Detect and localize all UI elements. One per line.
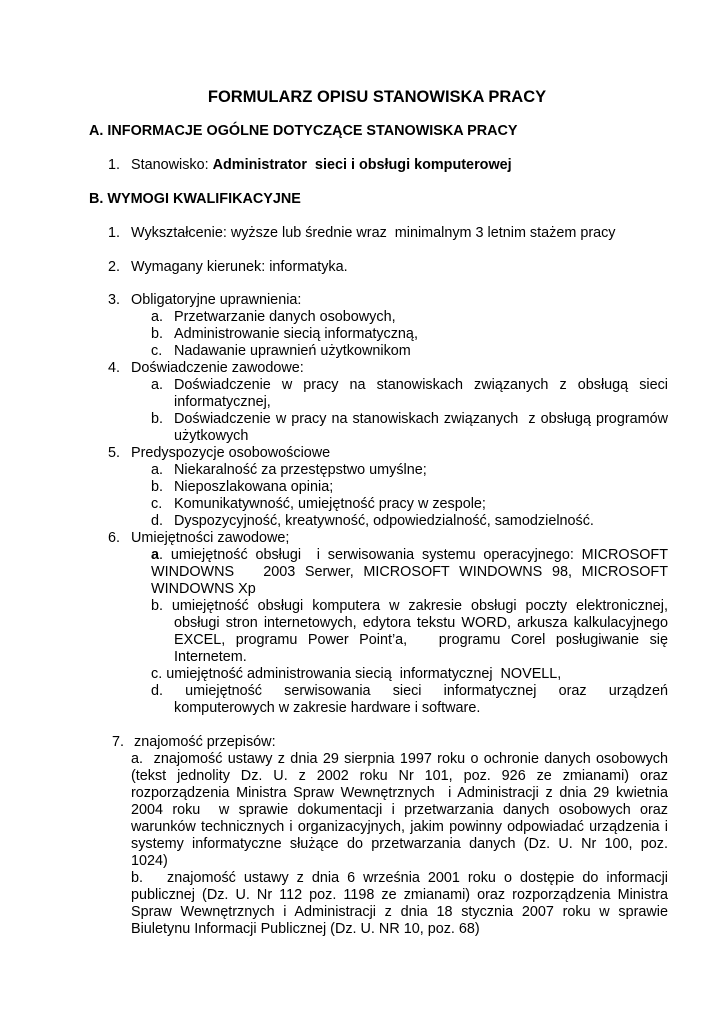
b-item-4-sub-text: Doświadczenie w pracy na stanowiskach związanych z obsługą programów	[174, 411, 668, 427]
b-item-7-line: warunków technicznych i organizacyjnych, jakim powinny odpowiadać urządzenia i	[131, 819, 668, 835]
b-item-7-number: 7.	[112, 734, 125, 750]
b-item-5-sub-letter: c.	[151, 496, 163, 512]
b-item-6-sub-text: b. umiejętność obsługi komputera w zakresie obsługi poczty elektronicznej,	[151, 598, 668, 614]
b-item-7-line: rozporządzenia Ministra Spraw Wewnętrznych i Administracji z dnia 29 kwietnia	[131, 785, 668, 801]
b-item-6-sub-text: komputerowych w zakresie hardware i software.	[174, 700, 481, 716]
b-item-5-number: 5.	[108, 445, 121, 461]
b-item-4-sub-text: użytkowych	[174, 428, 249, 444]
b-item-5-text: Predyspozycje osobowościowe	[131, 445, 331, 461]
b-item-7-line: 1024)	[131, 853, 168, 869]
b-item-6-sub-text: c. umiejętność administrowania siecią informatycznej NOVELL,	[151, 666, 562, 682]
b-item-6-number: 6.	[108, 530, 121, 546]
b-item-5-sub-text: Komunikatywność, umiejętność pracy w zespole;	[174, 496, 486, 512]
b-item-5-sub-letter: a.	[151, 462, 164, 478]
a-item-1-label: Stanowisko:	[131, 157, 213, 173]
b-item-4-sub-letter: a.	[151, 377, 164, 393]
b-item-4-sub-letter: b.	[151, 411, 164, 427]
b-item-1-number: 1.	[108, 225, 121, 241]
b-item-3-sub-text: Przetwarzanie danych osobowych,	[174, 309, 396, 325]
b-item-6-text: Umiejętności zawodowe;	[131, 530, 290, 546]
b-item-6-sub-text: Internetem.	[174, 649, 247, 665]
b-item-7-line: publicznej (Dz. U. Nr 112 poz. 1198 ze zmianami) oraz rozporządzenia Ministra	[131, 887, 668, 903]
b-item-3-sub-letter: a.	[151, 309, 164, 325]
b-item-6-sub-text: d. umiejętność serwisowania sieci informatycznej oraz urządzeń	[151, 683, 668, 699]
a-item-1-number: 1.	[108, 157, 121, 173]
b-item-6-sub-text: WINDOWNS Xp	[151, 581, 256, 597]
b-item-1-text: Wykształcenie: wyższe lub średnie wraz minimalnym 3 letnim stażem pracy	[131, 225, 616, 241]
b-item-3-sub-text: Nadawanie uprawnień użytkownikom	[174, 343, 411, 359]
b-item-4-sub-text: informatycznej,	[174, 394, 271, 410]
a-item-1-value: Administrator sieci i obsługi komputerowej	[212, 157, 512, 173]
b-item-4-number: 4.	[108, 360, 121, 376]
section-a-heading: A. INFORMACJE OGÓLNE DOTYCZĄCE STANOWISKA PRACY	[89, 123, 518, 139]
a-item-1	[131, 157, 512, 174]
section-b-heading: B. WYMOGI KWALIFIKACYJNE	[89, 191, 301, 207]
b-item-6-sub-text: WINDOWNS 2003 Serwer, MICROSOFT WINDOWNS 98, MICROSOFT	[151, 564, 668, 580]
b-item-7-line: Spraw Wewnętrznych i Administracji z dnia 18 stycznia 2007 roku w sprawie	[131, 904, 668, 920]
b-item-6-sub-text: obsługi stron internetowych, edytora tekstu WORD, arkusza kalkulacyjnego	[174, 615, 668, 631]
b-item-6-sub-text: EXCEL, programu Power Point’a, programu Corel posługiwanie się	[174, 632, 668, 648]
b-item-4-text: Doświadczenie zawodowe:	[131, 360, 304, 376]
b-item-5-sub-text: Niekaralność za przestępstwo umyślne;	[174, 462, 427, 478]
b-item-2-text: Wymagany kierunek: informatyka.	[131, 259, 348, 275]
b-item-7-text: znajomość przepisów:	[134, 734, 276, 750]
b-item-7-line: 2004 roku w sprawie dokumentacji i przetwarzania danych osobowych oraz	[131, 802, 668, 818]
b-item-3-text: Obligatoryjne uprawnienia:	[131, 292, 302, 308]
b-item-7-line: b. znajomość ustawy z dnia 6 września 2001 roku o dostępie do informacji	[131, 870, 668, 886]
b-item-5-sub-letter: b.	[151, 479, 164, 495]
b-item-5-sub-letter: d.	[151, 513, 164, 529]
b-item-7-line: a. znajomość ustawy z dnia 29 sierpnia 1997 roku o ochronie danych osobowych	[131, 751, 668, 767]
document-title: FORMULARZ OPISU STANOWISKA PRACY	[207, 88, 547, 106]
b-item-6-sub-text: . umiejętność obsługi i serwisowania systemu operacyjnego: MICROSOFT	[159, 547, 668, 563]
b-item-5-sub-text: Nieposzlakowana opinia;	[174, 479, 334, 495]
b-item-3-sub-text: Administrowanie siecią informatyczną,	[174, 326, 418, 342]
b-item-3-number: 3.	[108, 292, 121, 308]
b-item-3-sub-letter: c.	[151, 343, 163, 359]
b-item-7-line: Biuletynu Informacji Publicznej (Dz. U. NR 10, poz. 68)	[131, 921, 480, 937]
b-item-7-line: (tekst jednolity Dz. U. z 2002 roku Nr 101, poz. 926 ze zmianami) oraz	[131, 768, 668, 784]
b-item-4-sub-text: Doświadczenie w pracy na stanowiskach związanych z obsługą sieci	[174, 377, 668, 393]
b-item-6-sub-a	[151, 547, 668, 564]
b-item-2-number: 2.	[108, 259, 121, 275]
b-item-6-sub-letter: a	[151, 547, 160, 563]
b-item-5-sub-text: Dyspozycyjność, kreatywność, odpowiedzialność, samodzielność.	[174, 513, 594, 529]
b-item-3-sub-letter: b.	[151, 326, 164, 342]
b-item-7-line: systemy informatyczne służące do przetwarzania danych (Dz. U. Nr 100, poz.	[131, 836, 668, 852]
